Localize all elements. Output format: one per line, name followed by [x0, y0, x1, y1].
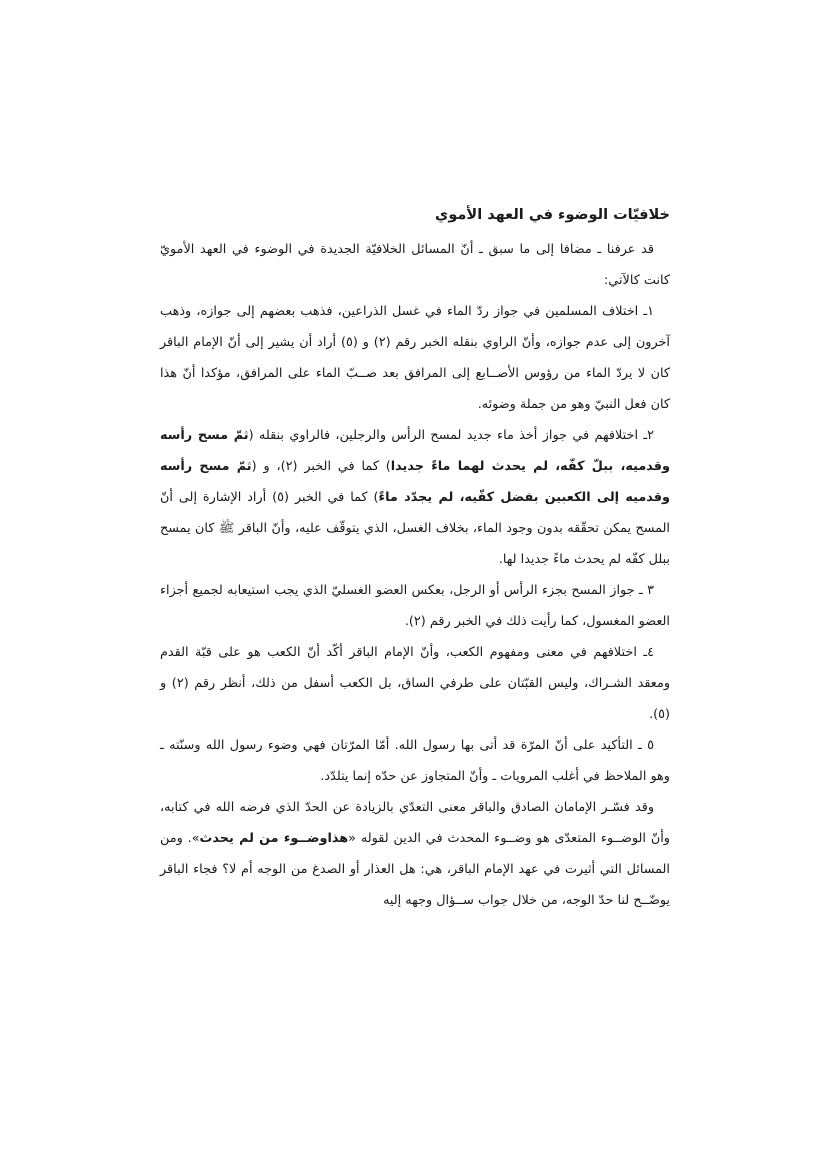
paragraph	[160, 730, 670, 792]
paragraph	[160, 420, 670, 575]
bold-quote: ثمّ مسح رأسه وقدميه إلى الكعبين بفضل كفّيه، لم يجدّد ماءً	[160, 459, 671, 505]
bold-quote: ثمّ مسح رأسه وقدميه، ببلّ كفّه، لم يحدث لهما ماءً جديدا	[160, 428, 670, 474]
text-segment: ٢ـ اختلافهم في جواز أخذ ماء جديد لمسح الرأس والرجلين، فالراوي بنقله (	[248, 428, 654, 443]
text-segment: ٤ـ اختلافهم في معنى ومفهوم الكعب، وأنّ الإمام الباقر أكّد أنّ الكعب هو على قبّة القدم ومعقد الشـراك، وليس القبّتان على طرفي الساق، بل الكعب أسفل من ذلك، أنظر رقم (٢) و (٥).	[160, 645, 670, 722]
paragraph	[160, 792, 670, 916]
text-segment: قد عرفنا ـ مضافا إلى ما سبق ـ أنّ المسائل الخلافيّة الجديدة في الوضوء في العهد الأمويّ كانت كالآتي:	[160, 242, 670, 288]
paragraph	[160, 296, 670, 420]
document-page	[160, 200, 670, 916]
text-segment: ) كما في الخبر (٥) أراد الإشارة إلى أنّ المسح يمكن تحقّقه بدون وجود الماء، بخلاف الغسل، الذي يتوقّف عليه، وأنّ الباقر ﷺ كان يمسح ببلل كفّه لم يحدث ماءً جديدا لها.	[160, 490, 670, 567]
paragraph	[160, 234, 670, 296]
bold-quote: هذاوضــوء من لم يحدث	[199, 831, 349, 846]
text-segment: ٥ ـ التأكيد على أنّ المرّة قد أتى بها رسول الله. أمّا المرّتان فهي وضوء رسول الله وسنّته ـ وهو الملاحظ في أغلب المرويات ـ وأنّ المتجاوز عن حدّه إنما يتلدّد.	[160, 738, 670, 784]
text-segment: ٣ ـ جواز المسح بجزء الرأس أو الرجل، بعكس العضو الغسليّ الذي يجب استيعابه لجميع أجزاء العضو المغسول، كما رأيت ذلك في الخبر رقم (٢).	[160, 583, 670, 629]
text-segment: وقد فسّـر الإمامان الصادق والباقر معنى التعدّي بالزيادة عن الحدّ الذي فرضه الله في كتابه، وأنّ الوضــوء المتعدّى هو وضــوء المحدث في الدين لقوله «	[160, 800, 670, 846]
text-segment: ) كما في الخبر (٢)، و (	[251, 459, 391, 474]
paragraph	[160, 637, 670, 730]
body-text	[160, 234, 670, 916]
section-heading: خلافيّات الوضوء في العهد الأموي	[435, 207, 670, 223]
text-segment: ١ـ اختلاف المسلمين في جواز ردّ الماء في غسل الذراعين، فذهب بعضهم إلى جوازه، وذهب آخرون إلى عدم جوازه، وأنّ الراوي بنقله الخبر رقم (٢) و (٥) أراد أن يشير إلى أنّ الإمام الباقر كان لا يردّ الماء من رؤوس الأصــابع إلى المرافق بعد صــبّ الماء على المرافق، مؤكدا أنّ هذا كان فعل النبيّ وهو من جملة وضوئه.	[160, 304, 670, 412]
paragraph	[160, 575, 670, 637]
text-segment: ». ومن المسائل التي أثيرت في عهد الإمام الباقر، هي: هل العذار أو الصدغ من الوجه أم لا؟ فجاء الباقر يوضّــح لنا حدّ الوجه، من خلال جواب ســؤال وجهه إليه	[160, 831, 670, 908]
